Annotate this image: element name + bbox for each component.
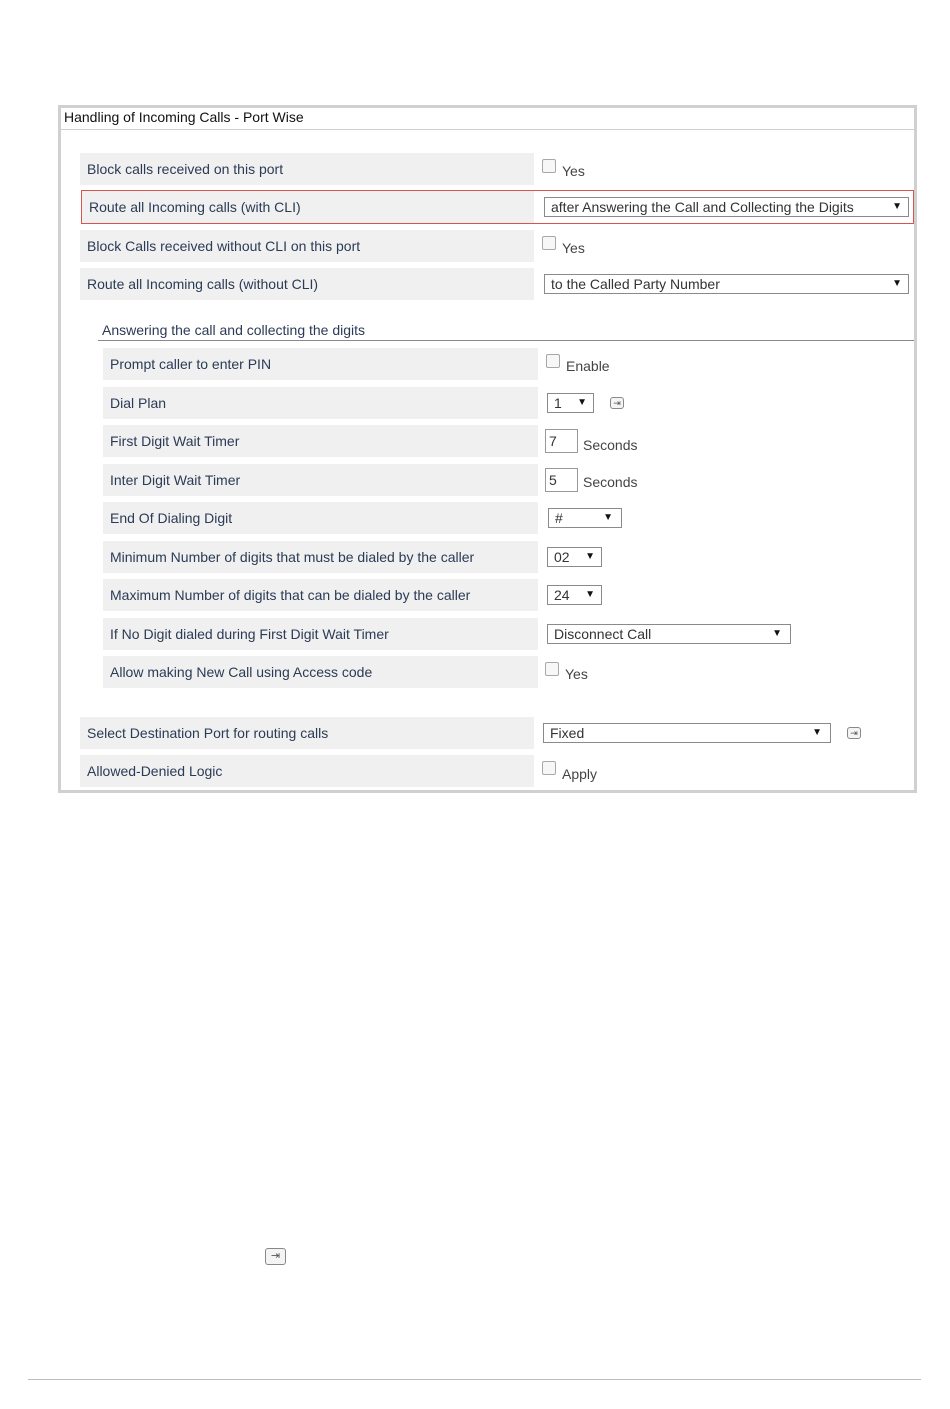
access-code-label: Allow making New Call using Access code [103, 656, 538, 688]
route-with-cli-value: after Answering the Call and Collecting the Digits [551, 199, 854, 215]
route-with-cli-label: Route all Incoming calls (with CLI) [82, 191, 534, 223]
dial-plan-value: 1 [554, 395, 562, 411]
row-no-digit-action [103, 618, 914, 650]
first-digit-timer-unit: Seconds [583, 437, 638, 453]
footer-divider [28, 1379, 921, 1380]
block-calls-option: Yes [562, 163, 585, 179]
chevron-down-icon: ▼ [577, 397, 587, 408]
route-with-cli-control [534, 191, 913, 223]
access-code-control [538, 656, 914, 688]
allowed-denied-label: Allowed-Denied Logic [80, 755, 534, 787]
end-of-dialing-label: End Of Dialing Digit [103, 502, 538, 534]
no-digit-action-select[interactable] [547, 624, 791, 644]
allowed-denied-option: Apply [562, 766, 598, 782]
panel-title: Handling of Incoming Calls - Port Wise [64, 109, 304, 125]
chevron-down-icon: ▼ [772, 628, 782, 639]
chevron-down-icon: ▼ [892, 201, 902, 212]
dial-plan-select[interactable] [547, 393, 594, 413]
row-max-digits [103, 579, 914, 611]
row-dial-plan [103, 387, 914, 419]
inter-digit-timer-control [538, 464, 914, 496]
no-digit-action-control [538, 618, 914, 650]
row-first-digit-timer [103, 425, 914, 457]
end-of-dialing-control [538, 502, 914, 534]
title-divider [61, 129, 914, 130]
section-divider [98, 340, 914, 341]
access-code-option: Yes [565, 666, 588, 682]
dial-plan-label: Dial Plan [103, 387, 538, 419]
max-digits-label: Maximum Number of digits that can be dialed by the caller [103, 579, 538, 611]
block-calls-label: Block calls received on this port [80, 153, 534, 185]
allowed-denied-checkbox[interactable] [542, 761, 556, 775]
block-without-cli-option: Yes [562, 240, 585, 256]
no-digit-action-label: If No Digit dialed during First Digit Wait Timer [103, 618, 538, 650]
inter-digit-timer-input[interactable]: 5 [545, 468, 578, 492]
chevron-down-icon: ▼ [603, 512, 613, 523]
block-without-cli-checkbox[interactable] [542, 236, 556, 250]
prompt-pin-option: Enable [566, 358, 610, 374]
inter-digit-timer-label: Inter Digit Wait Timer [103, 464, 538, 496]
chevron-down-icon: ▼ [892, 278, 902, 289]
row-access-code [103, 656, 914, 688]
chevron-down-icon: ▼ [585, 589, 595, 600]
no-digit-action-value: Disconnect Call [554, 626, 652, 642]
inter-digit-timer-unit: Seconds [583, 474, 638, 490]
block-calls-checkbox[interactable] [542, 159, 556, 173]
end-of-dialing-value: # [555, 510, 563, 526]
row-route-with-cli [82, 191, 913, 223]
prompt-pin-label: Prompt caller to enter PIN [103, 348, 538, 380]
incoming-calls-panel [58, 105, 917, 793]
block-without-cli-label: Block Calls received without CLI on this port [80, 230, 534, 262]
row-allowed-denied [80, 755, 914, 787]
min-digits-value: 02 [554, 549, 570, 565]
arrow-right-box-icon[interactable]: ⇥ [610, 397, 624, 409]
allowed-denied-control [534, 755, 914, 787]
chevron-down-icon: ▼ [585, 551, 595, 562]
min-digits-control [538, 541, 914, 573]
route-without-cli-label: Route all Incoming calls (without CLI) [80, 268, 534, 300]
section-title: Answering the call and collecting the digits [102, 322, 366, 338]
row-route-without-cli [80, 268, 914, 300]
row-end-of-dialing [103, 502, 914, 534]
min-digits-label: Minimum Number of digits that must be dialed by the caller [103, 541, 538, 573]
dial-plan-control [538, 387, 914, 419]
row-min-digits [103, 541, 914, 573]
arrow-right-box-icon[interactable]: ⇥ [847, 727, 861, 739]
min-digits-select[interactable] [547, 547, 602, 567]
row-block-without-cli [80, 230, 914, 262]
destination-label: Select Destination Port for routing calls [80, 717, 534, 749]
row-destination [80, 717, 914, 749]
end-of-dialing-select[interactable] [548, 508, 622, 528]
row-block-calls [80, 153, 914, 185]
destination-control [534, 717, 914, 749]
destination-select[interactable] [543, 723, 831, 743]
first-digit-timer-label: First Digit Wait Timer [103, 425, 538, 457]
row-inter-digit-timer [103, 464, 914, 496]
max-digits-select[interactable] [547, 585, 602, 605]
first-digit-timer-control [538, 425, 914, 457]
first-digit-timer-input[interactable]: 7 [545, 429, 578, 453]
block-calls-control [534, 153, 914, 185]
prompt-pin-checkbox[interactable] [546, 354, 560, 368]
block-without-cli-control [534, 230, 914, 262]
access-code-checkbox[interactable] [545, 662, 559, 676]
route-without-cli-select[interactable] [544, 274, 909, 294]
prompt-pin-control [538, 348, 914, 380]
route-without-cli-value: to the Called Party Number [551, 276, 720, 292]
arrow-right-box-icon: ⇥ [265, 1248, 286, 1265]
max-digits-value: 24 [554, 587, 570, 603]
destination-value: Fixed [550, 725, 585, 741]
chevron-down-icon: ▼ [812, 727, 822, 738]
row-prompt-pin [103, 348, 914, 380]
max-digits-control [538, 579, 914, 611]
route-with-cli-select[interactable] [544, 197, 909, 217]
route-without-cli-control [534, 268, 914, 300]
